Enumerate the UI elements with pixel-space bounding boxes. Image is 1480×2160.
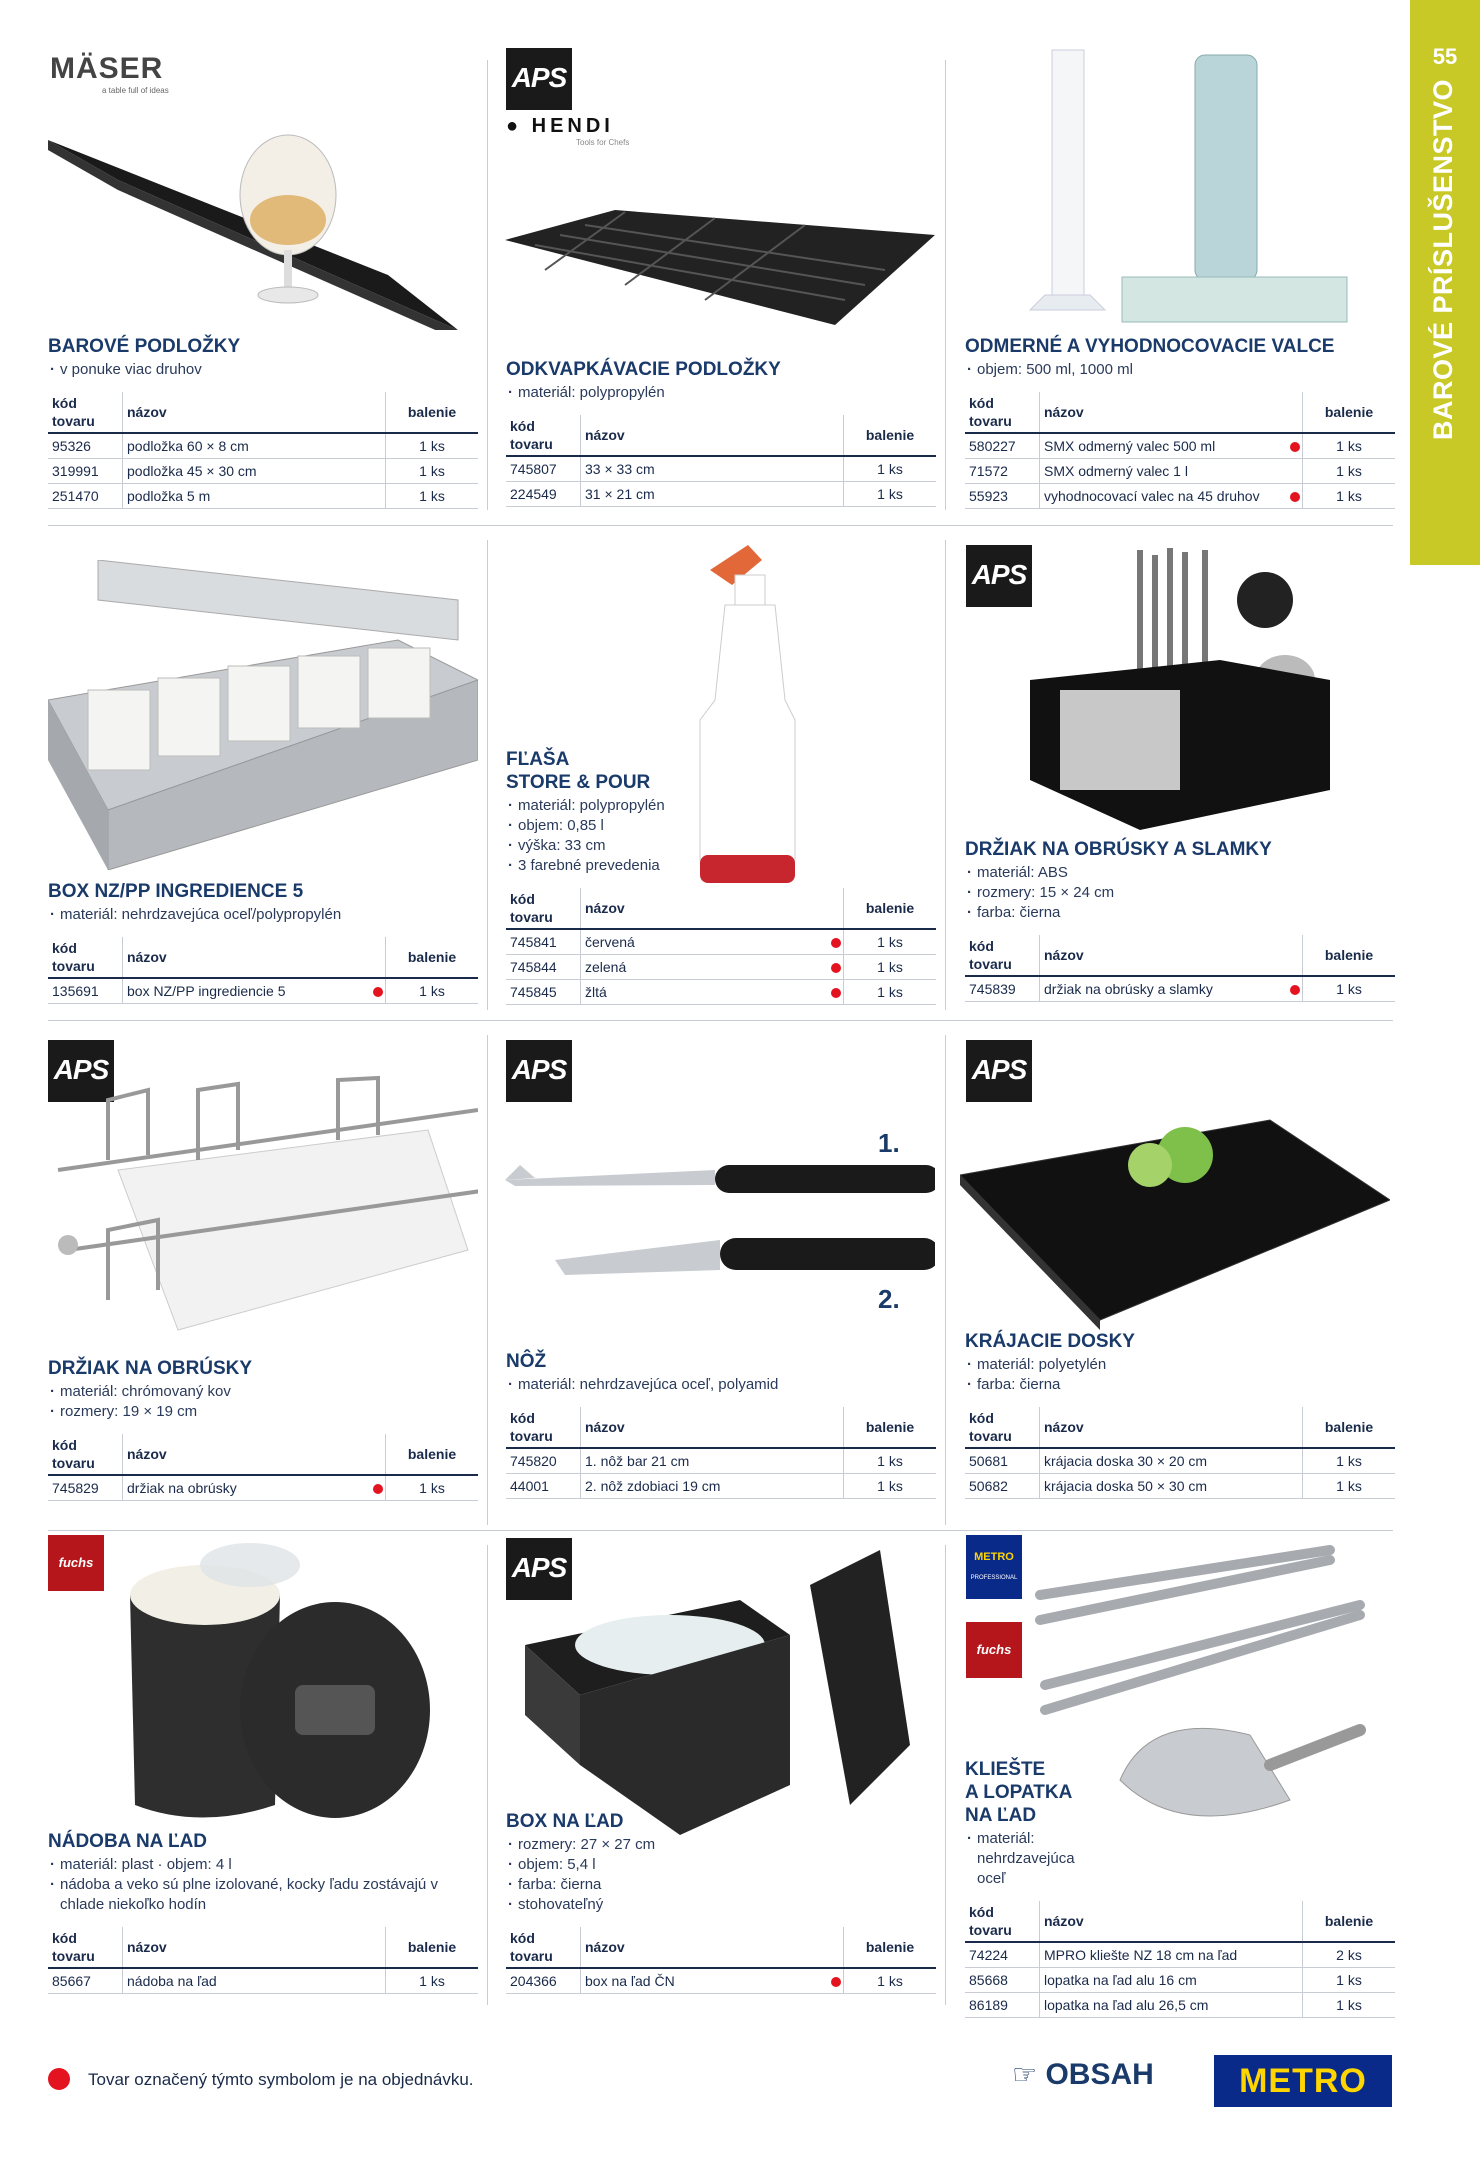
marker-1: 1. bbox=[878, 1128, 900, 1158]
product-odkvapkavacie-podlozky bbox=[506, 358, 936, 507]
napkin-straw-holder-image bbox=[1030, 540, 1350, 840]
product-title: DRŽIAK NA OBRÚSKY A SLAMKY bbox=[965, 839, 1272, 860]
column-divider bbox=[487, 540, 488, 1010]
product-specs bbox=[506, 1375, 936, 1395]
product-box-na-lad bbox=[506, 1810, 936, 1994]
aps-logo: APS bbox=[506, 1040, 572, 1102]
row-divider bbox=[48, 525, 1393, 526]
spec-item: · farba: čierna bbox=[506, 1875, 936, 1895]
order-only-dot bbox=[1290, 985, 1300, 995]
aps-logo: APS bbox=[48, 1040, 114, 1102]
product-table: kód tovaru názov balenie 745820 1. nôž bar 21 cm 1 ks 44001 2. nôž zdobiaci 19 cm 1 ks bbox=[506, 1407, 936, 1499]
order-only-dot bbox=[373, 1484, 383, 1494]
spec-item: · materiál: chrómovaný kov bbox=[48, 1382, 478, 1402]
product-box-ingrediencie bbox=[48, 880, 478, 1004]
spec-item: · rozmery: 15 × 24 cm bbox=[965, 883, 1395, 903]
spec-item: · farba: čierna bbox=[965, 1375, 1395, 1395]
order-only-dot bbox=[373, 987, 383, 997]
header-kod: kód tovaru bbox=[48, 392, 123, 433]
product-title: BOX NA ĽAD bbox=[506, 1811, 624, 1832]
product-table: kód tovaru názov balenie 85667 nádoba na ľad 1 ks bbox=[48, 1927, 478, 1994]
table-row: 224549 31 × 21 cm 1 ks bbox=[506, 482, 936, 507]
product-table: kód tovaru názov balenie 745807 33 × 33 cm 1 ks 224549 31 × 21 cm 1 ks bbox=[506, 415, 936, 507]
section-title: BAROVÉ PRÍSLUŠENSTVO bbox=[1428, 78, 1458, 440]
spec-item: · farba: čierna bbox=[965, 903, 1395, 923]
product-title-line2: STORE & POUR bbox=[506, 772, 651, 793]
product-table: kód tovaru názov balenie 745841 červená 1 ks 745844 zelená 1 ks 745845 žltá 1 ks bbox=[506, 888, 936, 1005]
table-row: 745844 zelená 1 ks bbox=[506, 955, 936, 980]
product-specs bbox=[965, 863, 1395, 923]
table-row: 95326 podložka 60 × 8 cm 1 ks bbox=[48, 433, 478, 459]
product-drziak-obrusky-slamky bbox=[965, 838, 1395, 1002]
order-only-dot bbox=[831, 963, 841, 973]
product-table: kód tovaru názov balenie 204366 box na ľad ČN 1 ks bbox=[506, 1927, 936, 1994]
header-balenie: balenie bbox=[386, 392, 479, 433]
table-row: 55923 vyhodnocovací valec na 45 druhov 1 ks bbox=[965, 484, 1395, 509]
spec-item: · 3 farebné prevedenia bbox=[506, 856, 936, 876]
product-krajacie-dosky bbox=[965, 1330, 1395, 1499]
ice-box-image bbox=[520, 1545, 940, 1845]
product-table: kód tovaru názov balenie 745839 držiak na obrúsky a slamky 1 ks bbox=[965, 935, 1395, 1002]
product-specs bbox=[48, 1855, 478, 1915]
order-only-dot bbox=[831, 988, 841, 998]
product-title: BAROVÉ PODLOŽKY bbox=[48, 336, 241, 357]
spec-item: · materiál: nehrdzavejúca oceľ/polypropylén bbox=[48, 905, 478, 925]
product-noz bbox=[506, 1350, 936, 1499]
column-divider bbox=[945, 60, 946, 510]
product-title: KRÁJACIE DOSKY bbox=[965, 1331, 1135, 1352]
spec-item: · materiál: polypropylén bbox=[506, 383, 936, 403]
product-specs bbox=[48, 1382, 478, 1422]
order-only-dot bbox=[1290, 492, 1300, 502]
table-row: 745841 červená 1 ks bbox=[506, 929, 936, 955]
product-title: ODKVAPKÁVACIE PODLOŽKY bbox=[506, 359, 781, 380]
order-symbol-dot bbox=[48, 2068, 70, 2090]
product-specs bbox=[48, 360, 478, 380]
table-row: 745820 1. nôž bar 21 cm 1 ks bbox=[506, 1448, 936, 1474]
ingredient-box-image bbox=[48, 560, 478, 870]
aps-logo: APS bbox=[506, 48, 572, 110]
hendi-logo: ● HENDI Tools for Chefs bbox=[506, 115, 630, 147]
spec-item: · materiál: plast · objem: 4 l bbox=[48, 1855, 478, 1875]
fuchs-logo: fuchs bbox=[966, 1622, 1022, 1678]
product-specs bbox=[965, 1829, 1085, 1889]
section-tab bbox=[1410, 0, 1480, 565]
product-odmerne-valce bbox=[965, 335, 1395, 509]
spec-item: · materiál: nehrdzavejúca oceľ bbox=[965, 1829, 1085, 1889]
product-specs bbox=[965, 1355, 1395, 1395]
product-flasa-store-pour bbox=[506, 748, 936, 1005]
product-title-line2: A LOPATKA bbox=[965, 1782, 1073, 1803]
footer-note: Tovar označený týmto symbolom je na objednávku. bbox=[88, 2070, 474, 2089]
column-divider bbox=[945, 540, 946, 1010]
product-title: ODMERNÉ A VYHODNOCOVACIE VALCE bbox=[965, 336, 1335, 357]
product-drziak-obrusky bbox=[48, 1357, 478, 1501]
column-divider bbox=[945, 1035, 946, 1525]
table-row: 50681 krájacia doska 30 × 20 cm 1 ks bbox=[965, 1448, 1395, 1474]
spec-item: · nádoba a veko sú plne izolované, kocky ľadu zostávajú v chlade niekoľko hodín bbox=[48, 1875, 478, 1915]
table-row: 204366 box na ľad ČN 1 ks bbox=[506, 1968, 936, 1994]
aps-logo: APS bbox=[966, 1040, 1032, 1102]
product-specs bbox=[506, 383, 936, 403]
spec-item: · objem: 5,4 l bbox=[506, 1855, 936, 1875]
maser-logo: MÄSER a table full of ideas bbox=[50, 52, 169, 95]
spec-item: · materiál: polyetylén bbox=[965, 1355, 1395, 1375]
product-title: FĽAŠA bbox=[506, 749, 570, 770]
spec-item: · materiál: polypropylén bbox=[506, 796, 936, 816]
spec-item: · výška: 33 cm bbox=[506, 836, 936, 856]
product-table: kód tovaru názov balenie 50681 krájacia doska 30 × 20 cm 1 ks 50682 krájacia doska 50 × 30 cm 1 ks bbox=[965, 1407, 1395, 1499]
product-title: BOX NZ/PP INGREDIENCE 5 bbox=[48, 881, 304, 902]
product-title: DRŽIAK NA OBRÚSKY bbox=[48, 1358, 253, 1379]
product-table: kód tovaru názov balenie 74224 MPRO kliešte NZ 18 cm na ľad 2 ks 85668 lopatka na ľad alu 16 cm 1 ks 86189 lopatka na ľad alu 26,5 cm 1 ks bbox=[965, 1901, 1395, 2018]
table-row: 319991 podložka 45 × 30 cm 1 ks bbox=[48, 459, 478, 484]
aps-logo: APS bbox=[966, 545, 1032, 607]
product-specs bbox=[506, 796, 936, 876]
header-nazov: názov bbox=[123, 392, 386, 433]
order-only-dot bbox=[831, 938, 841, 948]
metro-logo: METRO bbox=[1214, 2055, 1392, 2107]
product-nadoba-na-lad bbox=[48, 1830, 478, 1994]
table-row: 50682 krájacia doska 50 × 30 cm 1 ks bbox=[965, 1474, 1395, 1499]
table-row: 71572 SMX odmerný valec 1 l 1 ks bbox=[965, 459, 1395, 484]
table-row: 745829 držiak na obrúsky 1 ks bbox=[48, 1475, 478, 1501]
marker-2: 2. bbox=[878, 1284, 900, 1314]
knives-image bbox=[505, 1150, 935, 1290]
product-barove-podlozky bbox=[48, 335, 478, 509]
spec-item: · v ponuke viac druhov bbox=[48, 360, 478, 380]
table-row: 135691 box NZ/PP ingrediencie 5 1 ks bbox=[48, 978, 478, 1004]
measuring-cylinder-image bbox=[1010, 45, 1350, 330]
drip-mat-image bbox=[505, 200, 935, 330]
table-row: 745807 33 × 33 cm 1 ks bbox=[506, 456, 936, 482]
ice-bucket-image bbox=[110, 1535, 470, 1825]
product-specs bbox=[506, 1835, 936, 1915]
product-title: NÁDOBA NA ĽAD bbox=[48, 1831, 208, 1852]
product-table bbox=[48, 392, 478, 509]
spec-item: · rozmery: 27 × 27 cm bbox=[506, 1835, 936, 1855]
aps-logo: APS bbox=[506, 1538, 572, 1600]
spec-item: · materiál: nehrdzavejúca oceľ, polyamid bbox=[506, 1375, 936, 1395]
spec-item: · objem: 500 ml, 1000 ml bbox=[965, 360, 1395, 380]
product-table: kód tovaru názov balenie 580227 SMX odmerný valec 500 ml 1 ks 71572 SMX odmerný valec 1 l 1 ks 55923 vyhodnocovací valec na 45 druhov 1 ks bbox=[965, 392, 1395, 509]
table-row: 74224 MPRO kliešte NZ 18 cm na ľad 2 ks bbox=[965, 1942, 1395, 1968]
table-row: 86189 lopatka na ľad alu 26,5 cm 1 ks bbox=[965, 1993, 1395, 2018]
table-row: 85667 nádoba na ľad 1 ks bbox=[48, 1968, 478, 1994]
napkin-holder-image bbox=[48, 1070, 478, 1340]
spec-item: · materiál: ABS bbox=[965, 863, 1395, 883]
row-divider bbox=[48, 1530, 1393, 1531]
spec-item: · stohovateľný bbox=[506, 1895, 936, 1915]
page-number: 55 bbox=[1432, 44, 1458, 69]
table-row: 745845 žltá 1 ks bbox=[506, 980, 936, 1005]
spec-item: · objem: 0,85 l bbox=[506, 816, 936, 836]
metro-professional-logo: METRO PROFESSIONAL bbox=[966, 1535, 1022, 1599]
hand-pointer-icon: ☞ bbox=[1012, 2059, 1038, 2090]
table-row: 580227 SMX odmerný valec 500 ml 1 ks bbox=[965, 433, 1395, 459]
column-divider bbox=[487, 1545, 488, 2005]
product-title-line3: NA ĽAD bbox=[965, 1805, 1037, 1826]
product-specs bbox=[965, 360, 1395, 380]
product-klieste-lopatka bbox=[965, 1758, 1395, 2018]
table-row: 85668 lopatka na ľad alu 16 cm 1 ks bbox=[965, 1968, 1395, 1993]
column-divider bbox=[487, 1035, 488, 1525]
product-title: KLIEŠTE bbox=[965, 1759, 1046, 1780]
order-only-dot bbox=[831, 1977, 841, 1987]
column-divider bbox=[945, 1545, 946, 2005]
spec-item: · rozmery: 19 × 19 cm bbox=[48, 1402, 478, 1422]
row-divider bbox=[48, 1020, 1393, 1021]
obsah-link[interactable] bbox=[1012, 2058, 1154, 2092]
fuchs-logo: fuchs bbox=[48, 1535, 104, 1591]
table-row: 251470 podložka 5 m 1 ks bbox=[48, 484, 478, 509]
obsah-label: OBSAH bbox=[1045, 2058, 1154, 2091]
bar-mat-image bbox=[48, 90, 478, 330]
product-specs bbox=[48, 905, 478, 925]
cutting-board-image bbox=[960, 1110, 1390, 1330]
product-table: kód tovaru názov balenie 135691 box NZ/PP ingrediencie 5 1 ks bbox=[48, 937, 478, 1004]
column-divider bbox=[487, 60, 488, 510]
table-row: 44001 2. nôž zdobiaci 19 cm 1 ks bbox=[506, 1474, 936, 1499]
table-row: 745839 držiak na obrúsky a slamky 1 ks bbox=[965, 976, 1395, 1002]
product-title: NÔŽ bbox=[506, 1351, 547, 1372]
order-only-dot bbox=[1290, 442, 1300, 452]
product-table: kód tovaru názov balenie 745829 držiak na obrúsky 1 ks bbox=[48, 1434, 478, 1501]
